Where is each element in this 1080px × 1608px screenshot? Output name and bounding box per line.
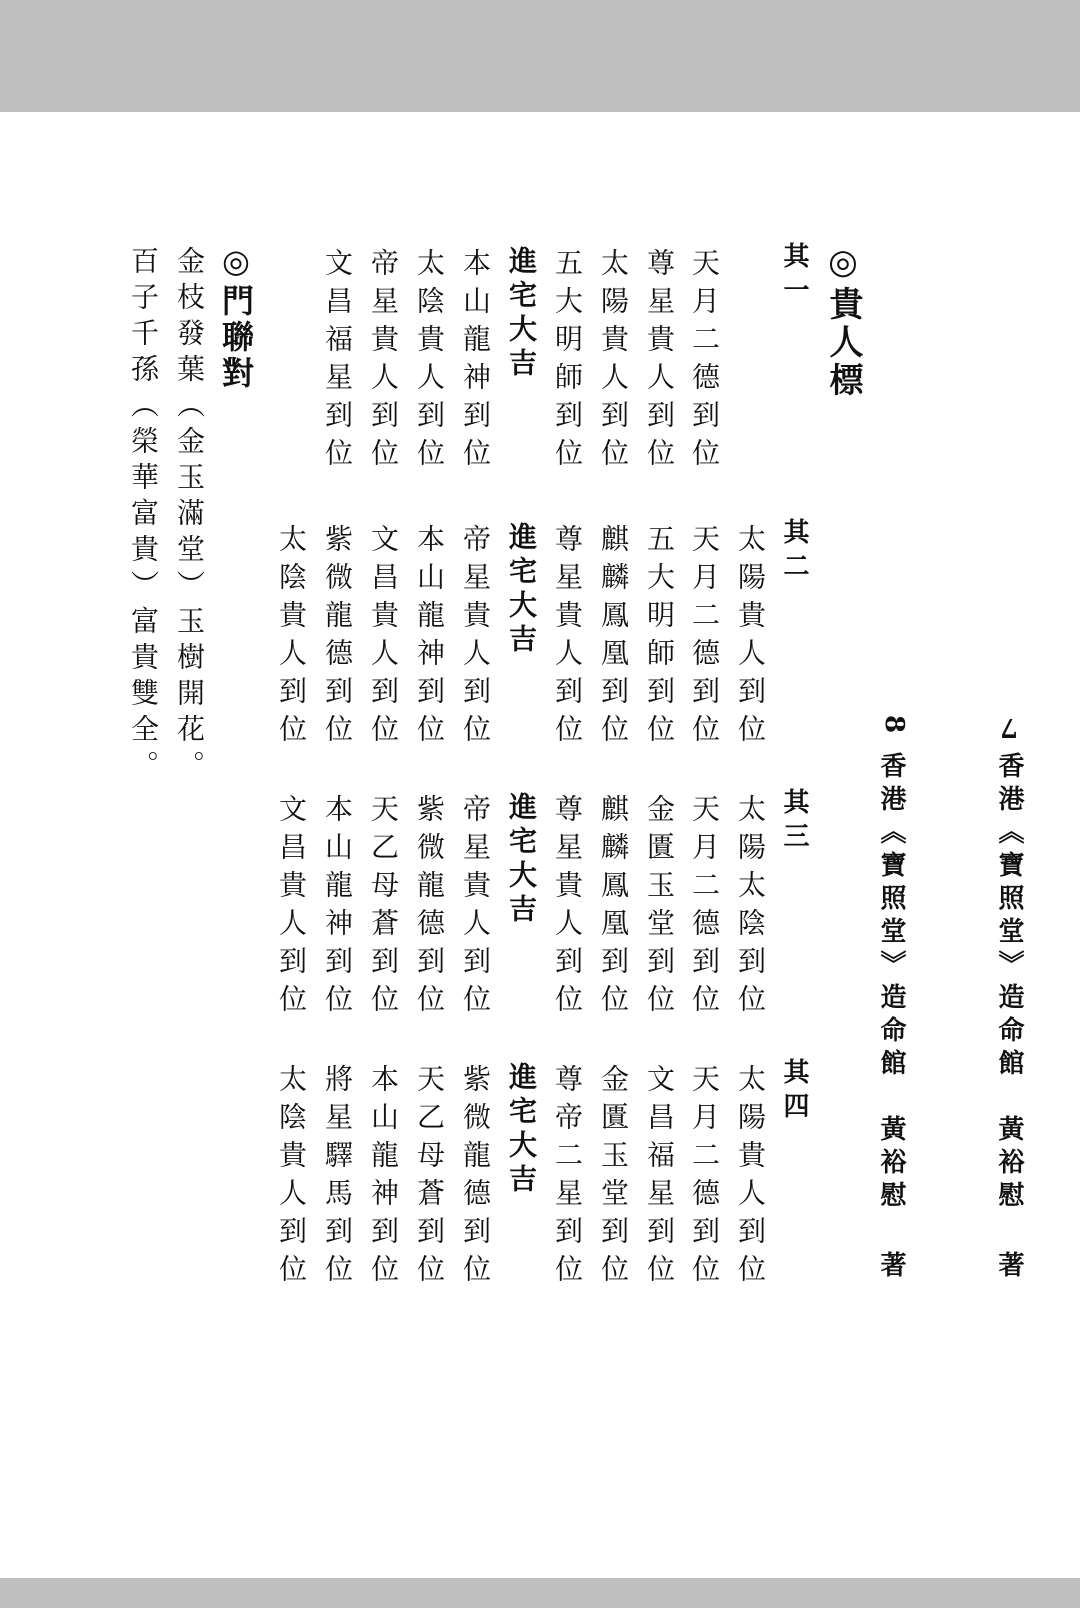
group-line: 天月二德到位 (688, 1064, 721, 1292)
group-line-bold: 進宅大吉 (505, 1062, 538, 1198)
group-line: 文昌福星到位 (643, 1064, 676, 1292)
group-line: 帝星貴人到位 (459, 524, 492, 752)
book-page (0, 112, 1080, 1578)
group-line: 天乙母蒼到位 (367, 794, 400, 1022)
running-head-8: 香港《寶照堂》造命館 黃裕慰 著 (876, 752, 906, 1284)
page-number-7: 7 (994, 706, 1024, 742)
couplet-line: 百子千孫（榮華富貴）富貴雙全。 (127, 246, 160, 786)
group-line: 紫微龍德到位 (459, 1064, 492, 1292)
group-line: 五大明師到位 (551, 248, 584, 476)
group-line: 尊星貴人到位 (551, 524, 584, 752)
group-line: 尊星貴人到位 (643, 248, 676, 476)
group-heading: 其四 (779, 1058, 809, 1126)
group-line: 本山龍神到位 (367, 1064, 400, 1292)
group-line: 天乙母蒼到位 (413, 1064, 446, 1292)
group-line-bold: 進宅大吉 (505, 522, 538, 658)
group-heading: 其二 (779, 518, 809, 586)
group-line: 金匱玉堂到位 (597, 1064, 630, 1292)
group-line-bold: 進宅大吉 (505, 246, 538, 382)
group-line: 太陽貴人到位 (734, 524, 767, 752)
group-line: 五大明師到位 (643, 524, 676, 752)
group-line: 文昌福星到位 (321, 248, 354, 476)
group-line: 天月二德到位 (688, 248, 721, 476)
top-margin-band (0, 0, 1080, 112)
group-line: 太陽貴人到位 (597, 248, 630, 476)
group-heading: 其一 (779, 242, 809, 310)
group-line: 將星驛馬到位 (321, 1064, 354, 1292)
group-line: 文昌貴人到位 (367, 524, 400, 752)
section-title: ◎貴人標 (823, 242, 863, 400)
group-line: 太陰貴人到位 (413, 248, 446, 476)
group-line: 紫微龍德到位 (413, 794, 446, 1022)
group-line: 帝星貴人到位 (459, 794, 492, 1022)
section2-title: ◎門聯對 (217, 242, 255, 392)
group-line: 尊帝二星到位 (551, 1064, 584, 1292)
couplet-line: 金枝發葉（金玉滿堂）玉樹開花。 (173, 246, 206, 786)
group-line: 金匱玉堂到位 (643, 794, 676, 1022)
group-line: 太陽貴人到位 (734, 1064, 767, 1292)
group-line: 天月二德到位 (688, 524, 721, 752)
page-number-8: 8 (873, 709, 909, 739)
group-line: 麒麟鳳凰到位 (597, 794, 630, 1022)
bottom-margin-band (0, 1578, 1080, 1608)
group-line: 太陰貴人到位 (275, 1064, 308, 1292)
group-line: 尊星貴人到位 (551, 794, 584, 1022)
group-line: 本山龍神到位 (321, 794, 354, 1022)
group-line: 紫微龍德到位 (321, 524, 354, 752)
group-line: 天月二德到位 (688, 794, 721, 1022)
running-head-7: 香港《寶照堂》造命館 黃裕慰 著 (994, 752, 1024, 1284)
group-line-bold: 進宅大吉 (505, 792, 538, 928)
group-line: 本山龍神到位 (459, 248, 492, 476)
group-line: 麒麟鳳凰到位 (597, 524, 630, 752)
group-line: 本山龍神到位 (413, 524, 446, 752)
group-line: 太陰貴人到位 (275, 524, 308, 752)
group-line: 太陽太陰到位 (734, 794, 767, 1022)
group-line: 帝星貴人到位 (367, 248, 400, 476)
group-line: 文昌貴人到位 (275, 794, 308, 1022)
group-heading: 其三 (779, 788, 809, 856)
